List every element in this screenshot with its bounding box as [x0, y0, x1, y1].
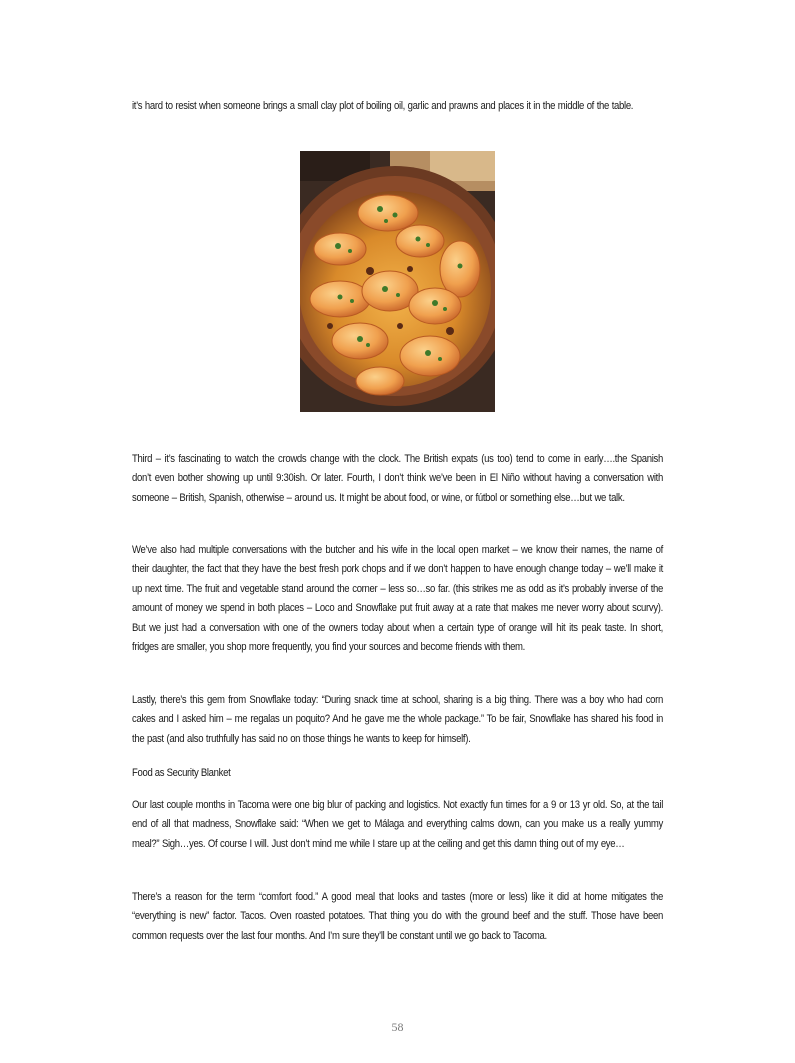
paragraph-snowflake-gem: Lastly, there’s this gem from Snowflake today: “During snack time at school, sharing is a big thing. There was a boy who had corn cakes and I asked him – me regalas un poquito? And he gave me the whole package.” To be fair, Snowflake has shared his food in the past (and also truthfully has said no on those things he wants to keep for himself). [132, 694, 663, 745]
paragraph-third-fourth: Third – it’s fascinating to watch the crowds change with the clock. The British expats (us too) tend to come in early….the Spanish don’t even bother showing up until 9:30ish. Or later. Fourth, I don’t think we’ve been in El Niño without having a conversation with someone – British, Spanish, otherwise – around us. It might be about food, or wine, or fútbol or something else…but we talk. [132, 453, 663, 504]
prawn-dish-icon [300, 151, 495, 412]
page-number: 58 [391, 1020, 404, 1034]
paragraph-butcher: We’ve also had multiple conversations with the butcher and his wife in the local open market – we know their names, the name of their daughter, the fact that they have the best fresh pork chops and if we don’t happen to have enough change today – we’ll make it up next time. The fruit and vegetable stand around the corner – less so…so far. (this strikes me as odd as it’s probably inverse of the amount of money we spend in both places – Loco and Snowflake put fruit away at a rate that makes me never worry about scurvy). But we just had a conversation with one of the owners today about when a certain type of orange will hit its peak taste. In short, fridges are smaller, you shop more frequently, you find your sources and become friends with them. [132, 544, 663, 654]
body-block-3 [132, 691, 663, 749]
paragraph-comfort-food: There’s a reason for the term “comfort food.” A good meal that looks and tastes (more or less) like it did at home mitigates the “everything is new” factor. Tacos. Oven roasted potatoes. That thing you do with the ground beef and the stuff. Those have been common requests over the last four months. And I’m sure they’ll be constant until we go back to Tacoma. [132, 891, 663, 942]
intro-paragraph: it’s hard to resist when someone brings a small clay plot of boiling oil, garlic and prawns and places it in the middle of the table. [132, 100, 634, 112]
gambas-al-ajillo-photo [300, 151, 495, 412]
section-heading-block [132, 764, 663, 783]
intro-block [132, 97, 663, 116]
section-block-2 [132, 888, 663, 946]
paragraph-tacoma: Our last couple months in Tacoma were one big blur of packing and logistics. Not exactly fun times for a 9 or 13 yr old. So, at the tail end of all that madness, Snowflake said: “When we get to Málaga and everything calms down, can you make us a really yummy meal?” Sigh…yes. Of course I will. Just don’t mind me while I stare up at the ceiling and get this damn thing out of my eye… [132, 799, 663, 850]
section-heading: Food as Security Blanket [132, 767, 231, 779]
section-block-1 [132, 796, 663, 854]
body-block [132, 450, 663, 508]
body-block-2 [132, 541, 663, 657]
